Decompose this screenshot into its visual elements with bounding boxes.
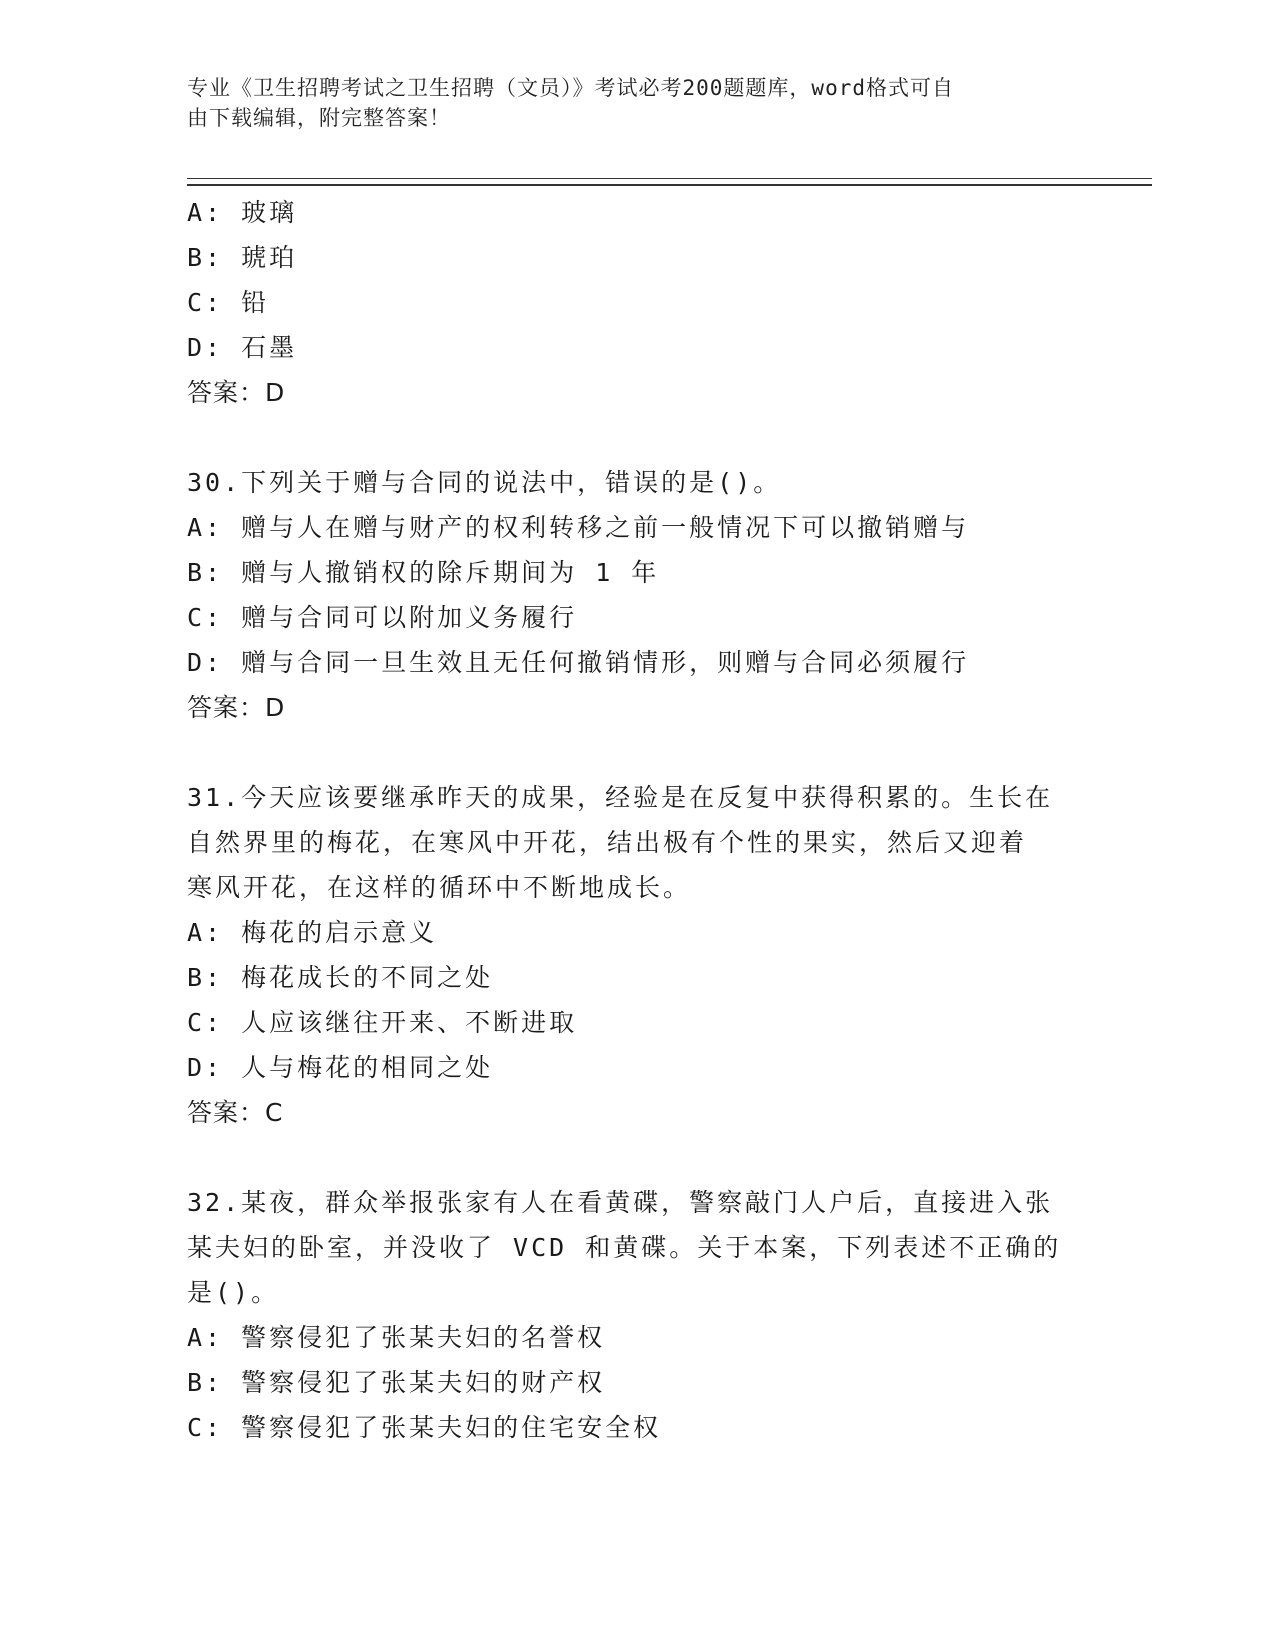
question-stem-line-1: 32.某夜，群众举报张家有人在看黄碟，警察敲门人户后，直接进入张 [187,1188,1054,1217]
option-b: B: 警察侵犯了张某夫妇的财产权 [187,1368,606,1397]
question-stem-line-3: 是()。 [187,1278,280,1307]
option-a: A: 玻璃 [187,198,298,227]
option-d: D: 石墨 [187,333,298,362]
question-block-32 [187,1180,1087,1450]
option-c: C: 赠与合同可以附加义务履行 [187,603,578,632]
answer-line: 答案：C [187,1098,284,1127]
question-block-31 [187,775,1087,1135]
spacer [187,1135,1087,1180]
header-divider [187,178,1152,186]
question-stem-line-2: 某夫妇的卧室，并没收了 VCD 和黄碟。关于本案，下列表述不正确的 [187,1233,1062,1262]
option-a: A: 警察侵犯了张某夫妇的名誉权 [187,1323,606,1352]
option-d: D: 赠与合同一旦生效且无任何撤销情形，则赠与合同必须履行 [187,648,970,677]
question-stem-line-1: 31.今天应该要继承昨天的成果，经验是在反复中获得积累的。生长在 [187,783,1054,812]
option-b: B: 梅花成长的不同之处 [187,963,494,992]
question-stem-line-2: 自然界里的梅花，在寒风中开花，结出极有个性的果实，然后又迎着 [187,828,1028,857]
option-b: B: 赠与人撤销权的除斥期间为 1 年 [187,558,660,587]
question-stem: 30.下列关于赠与合同的说法中，错误的是()。 [187,468,782,497]
prev-question-block [187,190,1087,415]
document-header [187,73,1057,133]
option-c: C: 铅 [187,288,270,317]
option-d: D: 人与梅花的相同之处 [187,1053,494,1082]
answer-line: 答案：D [187,693,286,722]
question-block-30 [187,460,1087,730]
option-c: C: 人应该继往开来、不断进取 [187,1008,578,1037]
option-b: B: 琥珀 [187,243,298,272]
question-list [187,190,1087,1450]
question-stem-line-3: 寒风开花，在这样的循环中不断地成长。 [187,873,692,902]
spacer [187,415,1087,460]
header-line-1: 专业《卫生招聘考试之卫生招聘（文员）》考试必考200题题库，word格式可自 [187,76,954,100]
spacer [187,730,1087,775]
answer-line: 答案：D [187,378,286,407]
option-a: A: 梅花的启示意义 [187,918,438,947]
option-a: A: 赠与人在赠与财产的权利转移之前一般情况下可以撤销赠与 [187,513,970,542]
header-line-2: 由下载编辑，附完整答案！ [187,106,451,130]
option-c: C: 警察侵犯了张某夫妇的住宅安全权 [187,1413,662,1442]
